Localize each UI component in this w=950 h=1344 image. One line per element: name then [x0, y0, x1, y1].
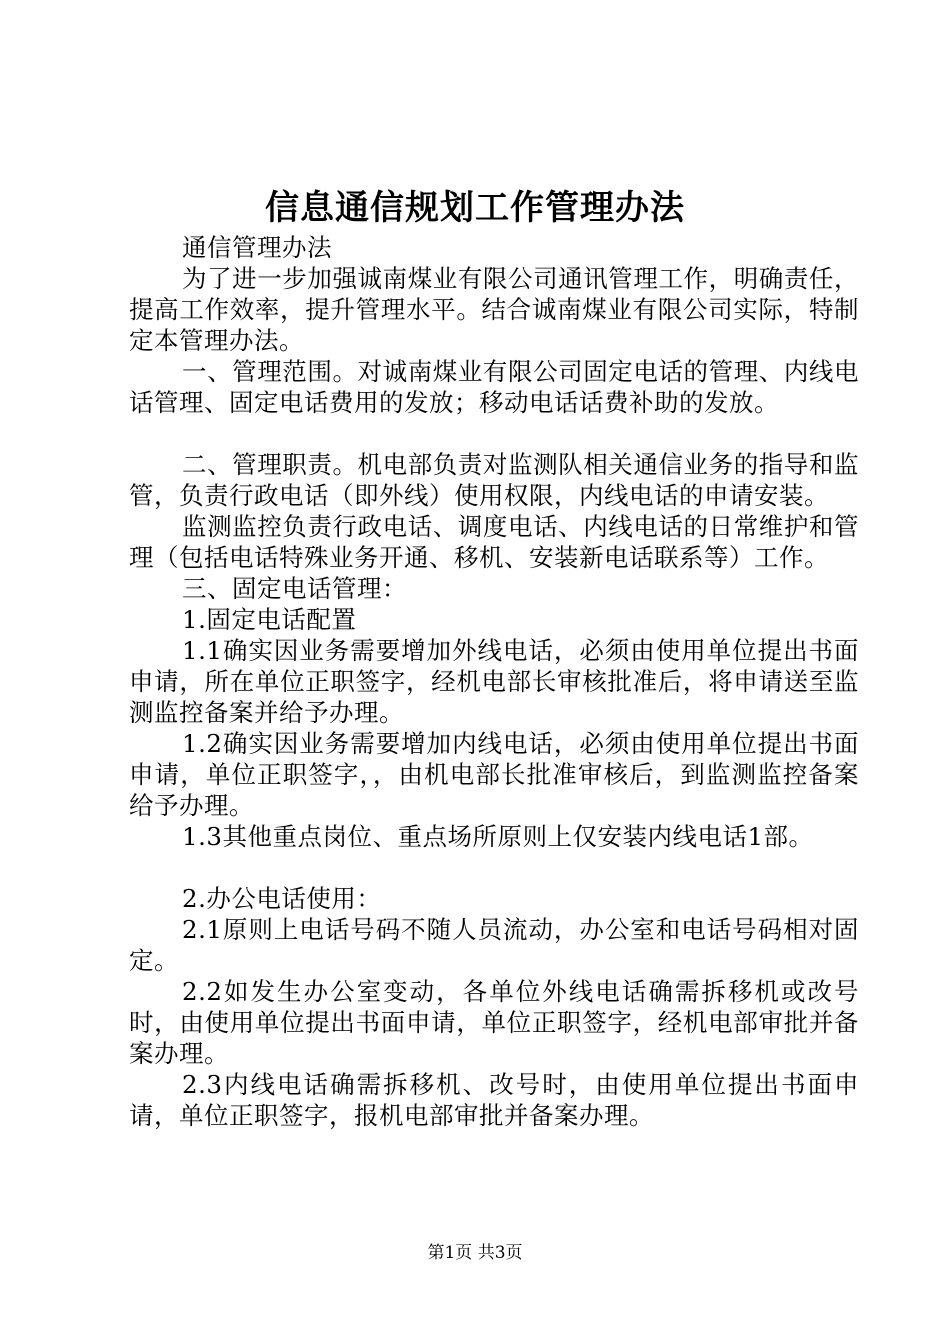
- paragraph: 监测监控负责行政电话、调度电话、内线电话的日常维护和管理（包括电话特殊业务开通、移机、安装新电话联系等）工作。: [129, 512, 859, 572]
- page-number: 第1页 共3页: [427, 1243, 523, 1263]
- paragraph: 1.2确实因业务需要增加内线电话，必须由使用单位提出书面申请，单位正职签字，，由机电部长批准审核后，到监测监控备案给予办理。: [129, 729, 859, 820]
- subsection-heading: 1.固定电话配置: [182, 605, 357, 634]
- paragraph-spacer: [129, 852, 859, 883]
- paragraph: 2.1原则上电话号码不随人员流动，办公室和电话号码相对固定。: [129, 915, 859, 975]
- paragraph: 1.3其他重点岗位、重点场所原则上仅安装内线电话1部。: [182, 822, 814, 851]
- paragraph: 通信管理办法: [182, 233, 332, 262]
- document-body: [129, 232, 859, 1131]
- paragraph-spacer: [129, 418, 859, 449]
- section-heading: 三、固定电话管理：: [182, 574, 407, 603]
- paragraph: 2.3内线电话确需拆移机、改号时，由使用单位提出书面申请，单位正职签字，报机电部审批并备案办理。: [129, 1070, 859, 1130]
- paragraph: 一、管理范围。对诚南煤业有限公司固定电话的管理、内线电话管理、固定电话费用的发放；移动电话话费补助的发放。: [129, 357, 859, 417]
- paragraph: 为了进一步加强诚南煤业有限公司通讯管理工作，明确责任，提高工作效率，提升管理水平。结合诚南煤业有限公司实际，特制定本管理办法。: [129, 264, 859, 355]
- subsection-heading: 2.办公电话使用：: [182, 884, 382, 913]
- paragraph: 1.1确实因业务需要增加外线电话，必须由使用单位提出书面申请，所在单位正职签字，经机电部长审核批准后，将申请送至监测监控备案并给予办理。: [129, 636, 859, 727]
- paragraph: 二、管理职责。机电部负责对监测队相关通信业务的指导和监管，负责行政电话（即外线）使用权限，内线电话的申请安装。: [129, 450, 859, 510]
- paragraph: 2.2如发生办公室变动，各单位外线电话确需拆移机或改号时，由使用单位提出书面申请，单位正职签字，经机电部审批并备案办理。: [129, 977, 859, 1068]
- document-title: 信息通信规划工作管理办法: [265, 188, 685, 228]
